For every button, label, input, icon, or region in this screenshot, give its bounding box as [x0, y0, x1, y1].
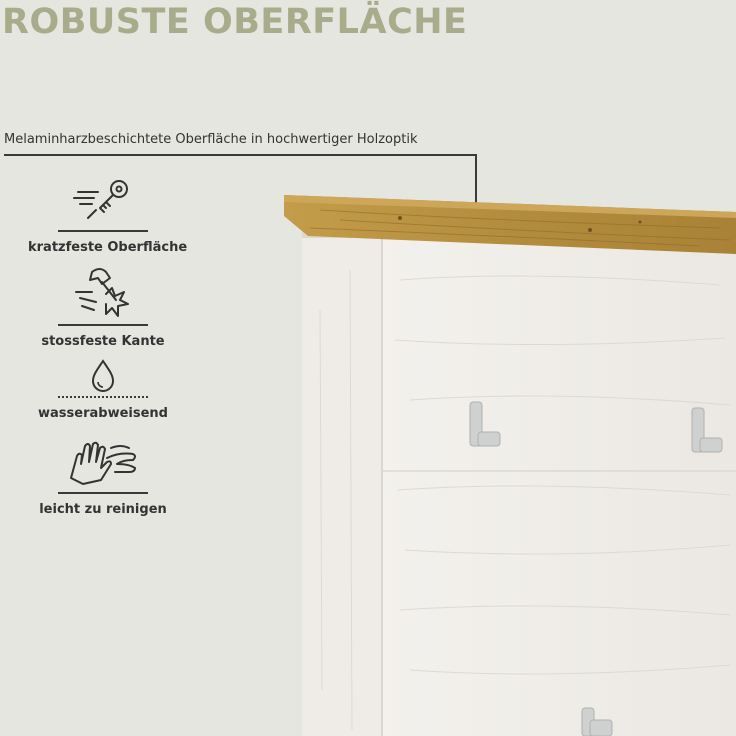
feature-label: wasserabweisend: [38, 406, 168, 421]
water-drop-icon: [83, 358, 123, 392]
feature-divider: [58, 492, 148, 494]
feature-label: kratzfeste Oberfläche: [28, 240, 188, 255]
feature-divider: [58, 396, 148, 398]
key-scratch-icon: [68, 176, 138, 226]
hand-cloth-icon: [63, 434, 143, 488]
hammer-impact-icon: [68, 264, 138, 320]
page-title: ROBUSTE OBERFLÄCHE: [2, 2, 468, 42]
feature-divider: [58, 230, 148, 232]
furniture-panel-image: [280, 190, 736, 736]
feature-label: stossfeste Kante: [41, 334, 165, 349]
callout-line: [4, 154, 477, 156]
feature-divider: [58, 324, 148, 326]
feature-water-repellent: [28, 358, 178, 421]
feature-impact-resistant: [28, 264, 178, 349]
callout-text: Melaminharzbeschichtete Oberfläche in hochwertiger Holzoptik: [4, 132, 418, 147]
feature-easy-clean: [28, 434, 178, 517]
feature-scratch-resistant: [28, 176, 188, 255]
feature-label: leicht zu reinigen: [39, 502, 167, 517]
